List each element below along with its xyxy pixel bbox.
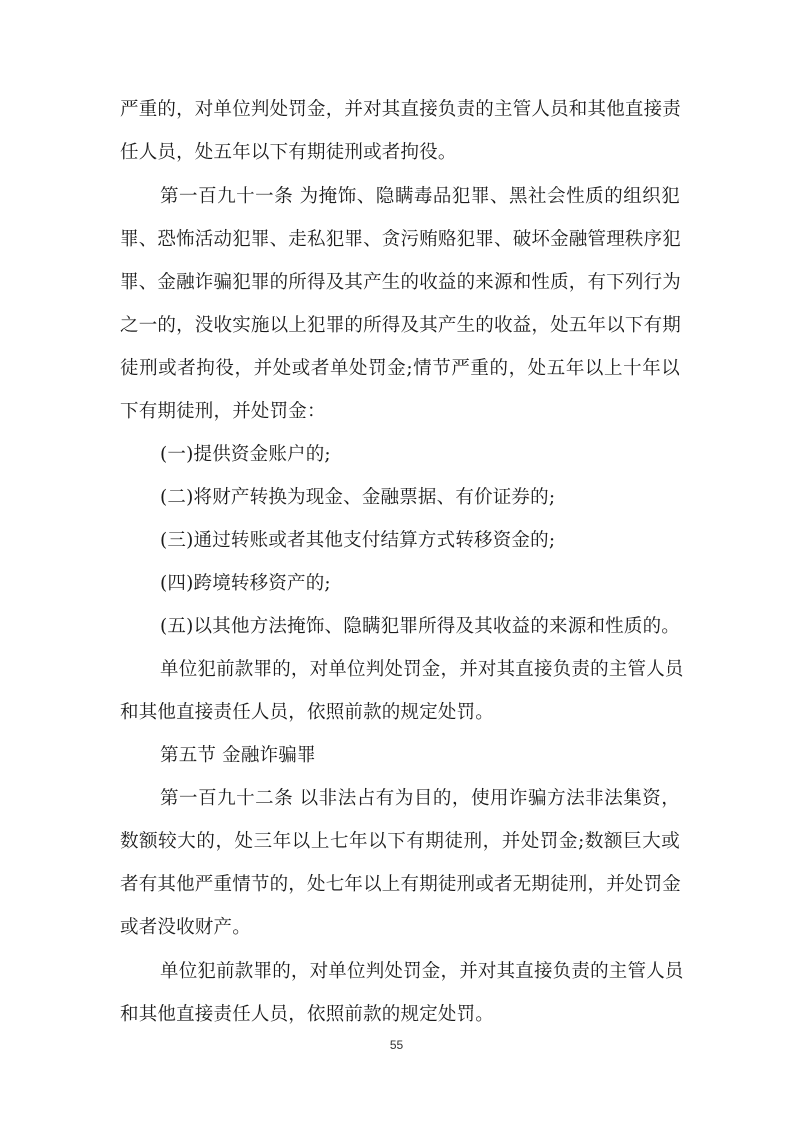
section-heading: 第五节 金融诈骗罪 bbox=[160, 745, 316, 766]
text-line: 单位犯前款罪的，对单位判处罚金，并对其直接负责的主管人员 bbox=[160, 961, 684, 982]
text-line: 之一的，没收实施以上犯罪的所得及其产生的收益，处五年以下有期 bbox=[120, 315, 682, 336]
article-191-heading: 第一百九十一条 为掩饰、隐瞒毒品犯罪、黑社会性质的组织犯 bbox=[160, 186, 680, 207]
text-line: 严重的，对单位判处罚金，并对其直接负责的主管人员和其他直接责 bbox=[120, 99, 682, 120]
text-line: 单位犯前款罪的，对单位判处罚金，并对其直接负责的主管人员 bbox=[160, 659, 684, 680]
text-line: 或者没收财产。 bbox=[120, 917, 251, 938]
text-line: 数额较大的，处三年以上七年以下有期徒刑，并处罚金;数额巨大或 bbox=[120, 831, 680, 852]
text-line: 和其他直接责任人员，依照前款的规定处罚。 bbox=[120, 702, 495, 723]
list-item: (三)通过转账或者其他支付结算方式转移资金的; bbox=[160, 530, 556, 551]
text-line: 罪、金融诈骗犯罪的所得及其产生的收益的来源和性质，有下列行为 bbox=[120, 272, 682, 293]
list-item: (一)提供资金账户的; bbox=[160, 444, 331, 465]
page-number: 55 bbox=[389, 1038, 404, 1052]
list-item: (五)以其他方法掩饰、隐瞒犯罪所得及其收益的来源和性质的。 bbox=[160, 616, 680, 637]
text-line: 罪、恐怖活动犯罪、走私犯罪、贪污贿赂犯罪、破坏金融管理秩序犯 bbox=[120, 229, 682, 250]
list-item: (二)将财产转换为现金、金融票据、有价证券的; bbox=[160, 487, 556, 508]
text-line: 者有其他严重情节的，处七年以上有期徒刑或者无期徒刑，并处罚金 bbox=[120, 874, 682, 895]
text-line: 下有期徒刑，并处罚金： bbox=[120, 401, 326, 422]
text-line: 任人员，处五年以下有期徒刑或者拘役。 bbox=[120, 142, 457, 163]
list-item: (四)跨境转移资产的; bbox=[160, 573, 331, 594]
article-192-heading: 第一百九十二条 以非法占有为目的，使用诈骗方法非法集资， bbox=[160, 788, 680, 809]
text-line: 和其他直接责任人员，依照前款的规定处罚。 bbox=[120, 1004, 495, 1025]
text-line: 徒刑或者拘役，并处或者单处罚金;情节严重的，处五年以上十年以 bbox=[120, 358, 680, 379]
